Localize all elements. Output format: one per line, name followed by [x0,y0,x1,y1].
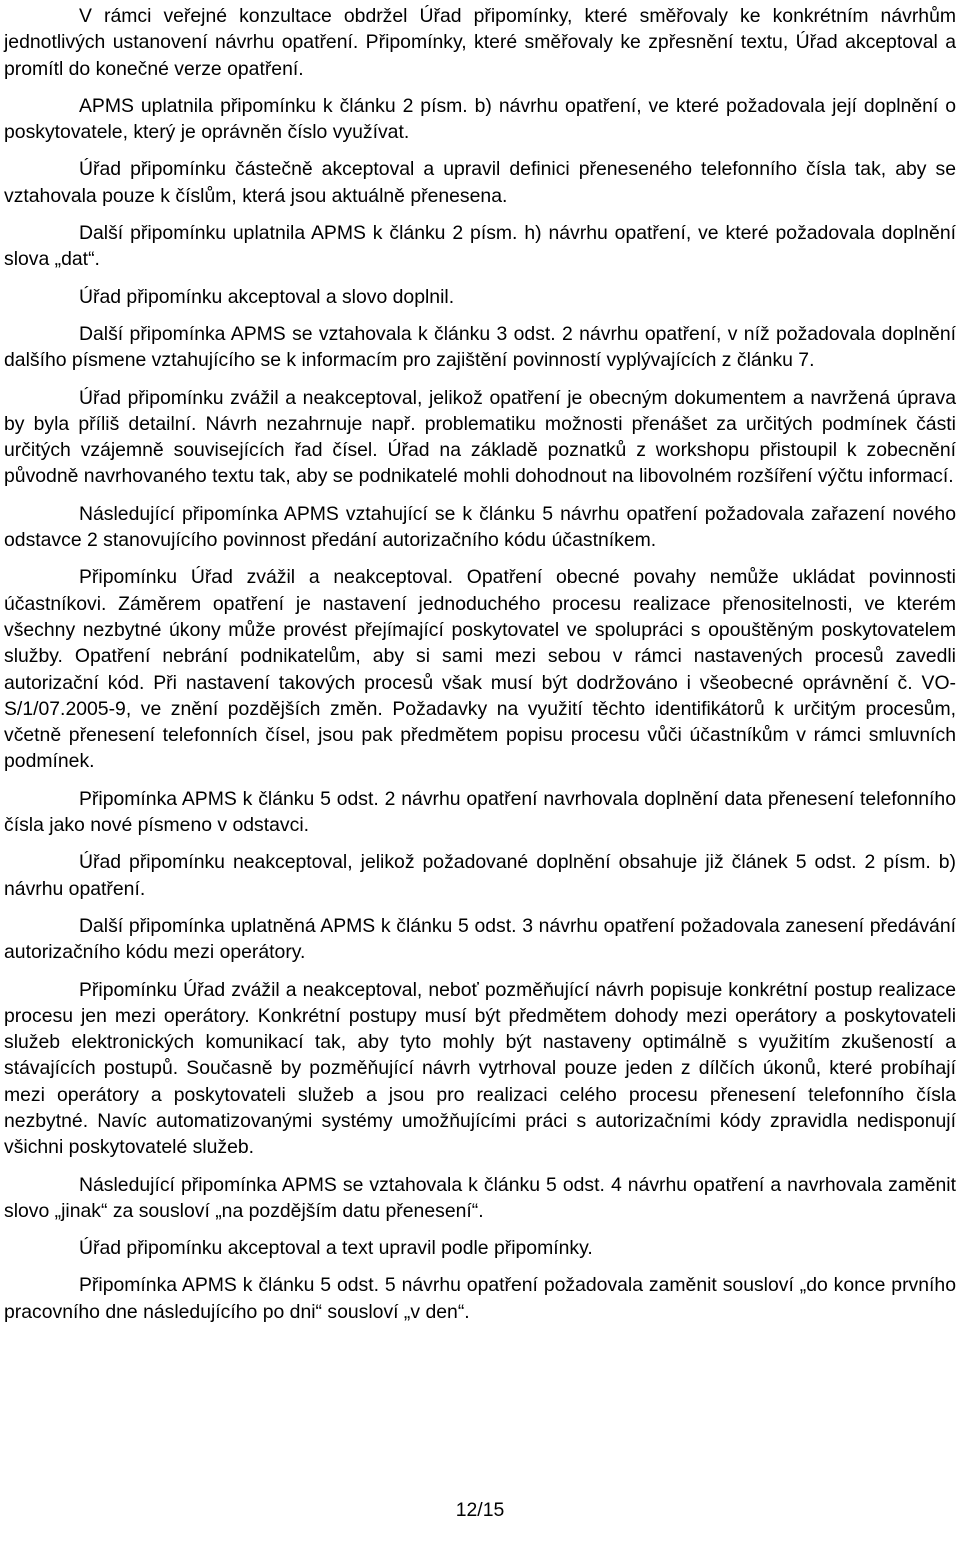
paragraph: Připomínku Úřad zvážil a neakceptoval, neboť pozměňující návrh popisuje konkrétní postup realizace procesu jen mezi operátory. Konkrétní postupy musí být předmětem dohody mezi operátory a poskytovateli služeb elektronických komunikací tak, aby tyto mohly být nastaveny optimálně s využitím zkušeností a stávajících postupů. Současně by pozměňující návrh vytrhoval pouze jeden z dílčích úkonů, které probíhají mezi operátory a poskytovateli služeb a jsou pro realizaci celého procesu přenesení telefonního čísla nezbytné. Navíc automatizovanými systémy umožňujícími práci s autorizačními kódy zpravidla nedisponují všichni poskytovatelé služeb. [4,978,956,1159]
paragraph: Následující připomínka APMS se vztahovala k článku 5 odst. 4 návrhu opatření a navrhovala zaměnit slovo „jinak“ za sousloví „na pozdějším datu přenesení“. [4,1173,956,1222]
paragraph: Následující připomínka APMS vztahující se k článku 5 návrhu opatření požadovala zařazení nového odstavce 2 stanovujícího povinnost předání autorizačního kódu účastníkem. [4,502,956,552]
paragraph: Další připomínku uplatnila APMS k článku 2 písm. h) návrhu opatření, ve které požadovala doplnění slova „dat“. [4,222,956,271]
document-page [4,3,956,1336]
paragraph: Další připomínka APMS se vztahovala k článku 3 odst. 2 návrhu opatření, v níž požadovala doplnění dalšího písmene vztahujícího se k informacím pro zajištění povinností vyplývajících z článku 7. [4,322,956,372]
paragraph: Připomínka APMS k článku 5 odst. 2 návrhu opatření navrhovala doplnění data přenesení telefonního čísla jako nové písmeno v odstavci. [4,787,956,837]
paragraph: Připomínku Úřad zvážil a neakceptoval. Opatření obecné povahy nemůže ukládat povinnosti účastníkovi. Záměrem opatření je nastavení jednoduchého procesu realizace přenositelnosti, ve kterém všechny nezbytné úkony může provést přejímající poskytovatel ve spolupráci s opouštěným poskytovatelem služby. Opatření nebrání podnikatelům, aby si sami mezi sebou v rámci nastavených procesů zavedli autorizační kód. Při nastavení takových procesů však musí být dodržováno i všeobecné oprávnění č. VO-S/1/07.2005-9, ve znění pozdějších změn. Požadavky na využití těchto identifikátorů k určitým procesům, včetně přenesení telefonních čísel, jsou pak předmětem popisu procesu vůči účastníkům v rámci smluvních podmínek. [4,566,956,773]
paragraph: Připomínka APMS k článku 5 odst. 5 návrhu opatření požadovala zaměnit sousloví „do konce prvního pracovního dne následujícího po dni“ sousloví „v den“. [4,1274,956,1323]
page-number: 12/15 [455,1499,505,1521]
paragraph: Úřad připomínku částečně akceptoval a upravil definici přeneseného telefonního čísla tak, aby se vztahovala pouze k číslům, která jsou aktuálně přenesena. [4,158,956,207]
paragraph: Úřad připomínku akceptoval a text upravil podle připomínky. [79,1237,593,1260]
paragraph: APMS uplatnila připomínku k článku 2 písm. b) návrhu opatření, ve které požadovala její doplnění o poskytovatele, který je oprávněn číslo využívat. [4,94,956,144]
paragraph: Úřad připomínku neakceptoval, jelikož požadované doplnění obsahuje již článek 5 odst. 2 písm. b) návrhu opatření. [4,851,956,900]
paragraph: Úřad připomínku akceptoval a slovo doplnil. [79,285,455,308]
paragraph: Úřad připomínku zvážil a neakceptoval, jelikož opatření je obecným dokumentem a navržená úprava by byla příliš detailní. Návrh nezahrnuje např. problematiku možnosti přenášet za určitých podmínek části určitých vzájemně souvisejících řad čísel. Úřad na základě poznatků z workshopu přistoupil k zobecnění původně navrhovaného textu tak, aby se podnikatelé mohli dohodnout na libovolném rozšíření výčtu informací. [4,386,956,488]
paragraph: Další připomínka uplatněná APMS k článku 5 odst. 3 návrhu opatření požadovala zanesení předávání autorizačního kódu mezi operátory. [4,914,956,964]
paragraph: V rámci veřejné konzultace obdržel Úřad připomínky, které směřovaly ke konkrétním návrhům jednotlivých ustanovení návrhu opatření. Připomínky, které směřovaly ke zpřesnění textu, Úřad akceptoval a promítl do konečné verze opatření. [4,5,956,80]
